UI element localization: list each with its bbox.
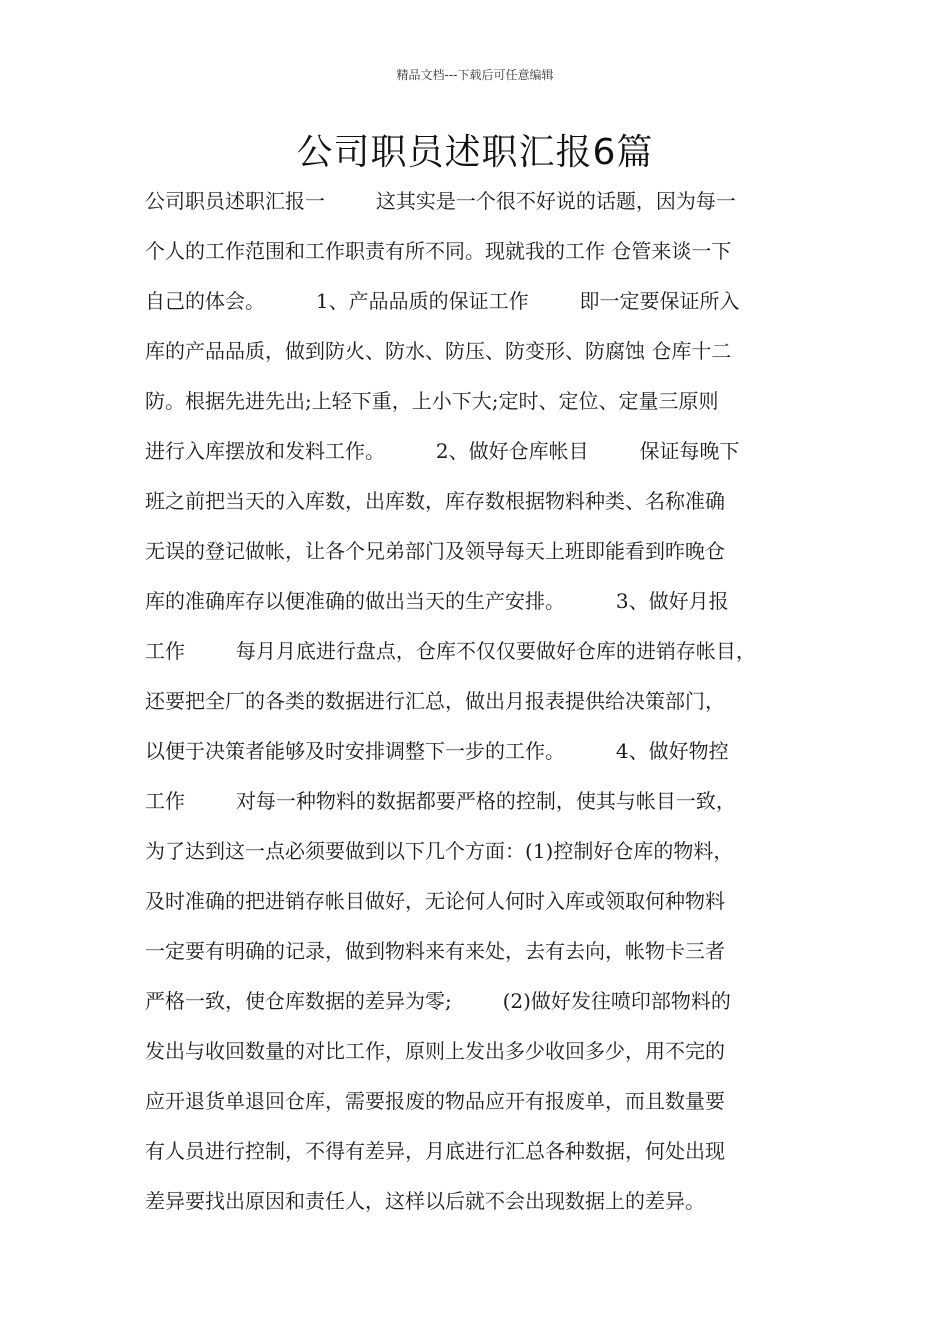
body-line: 一定要有明确的记录，做到物料来有来处，去有去向，帐物卡三者 [145,939,725,963]
body-line: 及时准确的把进销存帐目做好，无论何人何时入库或领取何种物料 [145,889,725,913]
body-line: 进行入库摆放和发料工作。 2、做好仓库帐目 保证每晚下 [145,439,740,463]
page-header: 精品文档---下载后可任意编辑 [396,68,554,82]
body-line: 有人员进行控制，不得有差异，月底进行汇总各种数据，何处出现 [145,1139,725,1163]
body-line: 还要把全厂的各类的数据进行汇总，做出月报表提供给决策部门， [145,689,725,713]
body-line: 公司职员述职汇报一 这其实是一个很不好说的话题，因为每一 [145,189,736,213]
body-line: 库的产品品质，做到防火、防水、防压、防变形、防腐蚀 仓库十二 [145,339,732,363]
body-line: 工作 每月月底进行盘点，仓库不仅仅要做好仓库的进销存帐目， [145,639,756,663]
body-line: 自己的体会。 1、产品品质的保证工作 即一定要保证所入 [145,289,740,313]
body-line: 发出与收回数量的对比工作，原则上发出多少收回多少，用不完的 [145,1039,725,1063]
body-line: 为了达到这一点必须要做到以下几个方面：(1)控制好仓库的物料， [145,839,734,863]
body-line: 个人的工作范围和工作职责有所不同。现就我的工作 仓管来谈一下 [145,239,732,263]
body-line: 防。根据先进先出;上轻下重，上小下大;定时、定位、定量三原则 [145,389,719,413]
body-line: 严格一致，使仓库数据的差异为零; (2)做好发往喷印部物料的 [145,989,731,1013]
body-line: 工作 对每一种物料的数据都要严格的控制，使其与帐目一致， [145,789,736,813]
body-line: 差异要找出原因和责任人，这样以后就不会出现数据上的差异。 [145,1189,705,1213]
body-line: 无误的登记做帐，让各个兄弟部门及领导每天上班即能看到昨晚仓 [145,539,725,563]
body-line: 库的准确库存以便准确的做出当天的生产安排。 3、做好月报 [145,589,729,613]
body-line: 以便于决策者能够及时安排调整下一步的工作。 4、做好物控 [145,739,729,763]
body-line: 应开退货单退回仓库，需要报废的物品应开有报废单，而且数量要 [145,1089,725,1113]
document-title: 公司职员述职汇报6篇 [296,132,654,173]
body-line: 班之前把当天的入库数，出库数，库存数根据物料种类、名称准确 [145,489,725,513]
